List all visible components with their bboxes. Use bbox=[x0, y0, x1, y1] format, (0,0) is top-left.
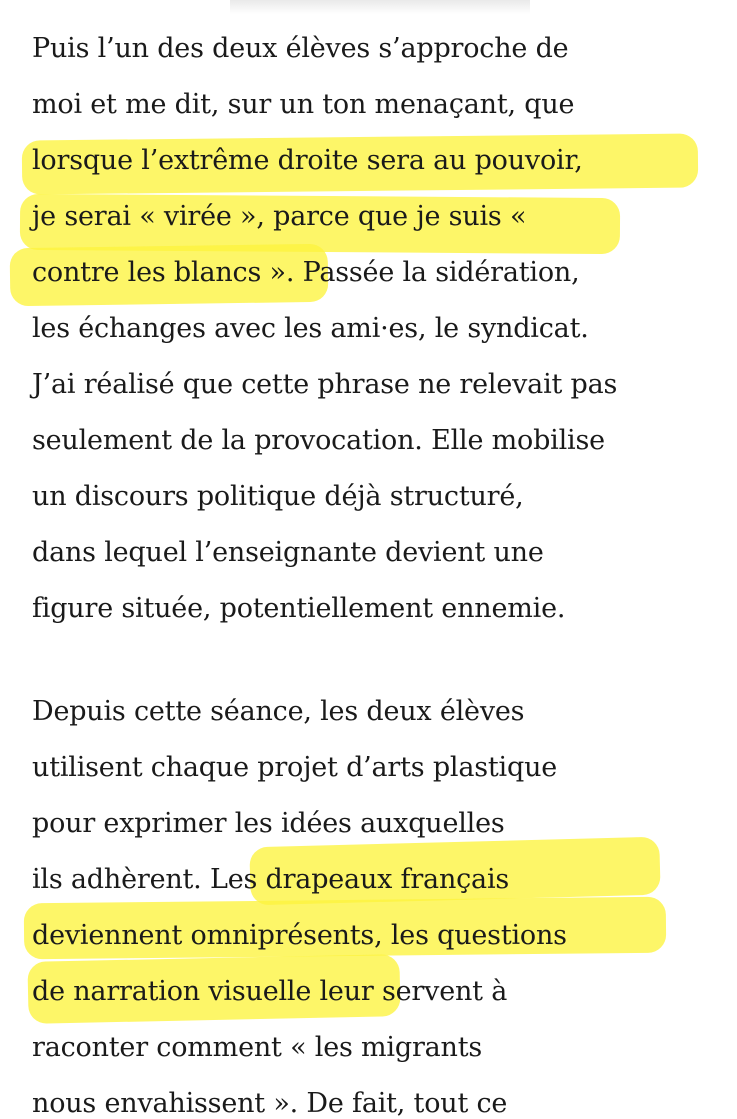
highlighted-text: contre les blancs » bbox=[32, 257, 286, 288]
text-segment: nous envahissent ». De fait, tout ce bbox=[32, 1088, 508, 1119]
text-line bbox=[32, 809, 505, 839]
text-segment: J’ai réalisé que cette phrase ne relevait pas bbox=[32, 369, 618, 400]
text-line bbox=[32, 697, 524, 727]
text-line bbox=[32, 753, 557, 783]
text-segment: Puis l’un des deux élèves s’approche de bbox=[32, 33, 569, 64]
text-line bbox=[32, 1033, 482, 1063]
text-segment: moi et me dit, sur un ton menaçant, que bbox=[32, 89, 575, 120]
text-line bbox=[32, 538, 544, 568]
highlighted-text: deviennent omniprésents, les questions bbox=[32, 920, 567, 951]
highlighted-text: es drapeaux français bbox=[227, 864, 510, 895]
text-line bbox=[32, 314, 589, 344]
text-line bbox=[32, 146, 583, 176]
text-segment: dans lequel l’enseignante devient une bbox=[32, 537, 544, 568]
text-line bbox=[32, 594, 565, 624]
text-line bbox=[32, 482, 524, 512]
text-line bbox=[32, 34, 568, 64]
text-line bbox=[32, 865, 509, 895]
text-segment: utilisent chaque projet d’arts plastique bbox=[32, 752, 558, 783]
text-segment: raconter comment « les migrants bbox=[32, 1032, 483, 1063]
text-line bbox=[32, 90, 574, 120]
text-segment: ils adhèrent. L bbox=[32, 864, 228, 895]
highlighted-text: de narration visuelle le bbox=[32, 976, 344, 1007]
text-segment: seulement de la provocation. Elle mobilise bbox=[32, 425, 605, 456]
text-segment: pour exprimer les idées auxquelles bbox=[32, 808, 505, 839]
text-line bbox=[32, 977, 507, 1007]
text-segment: les échanges avec les ami·es, le syndicat. bbox=[32, 313, 589, 344]
text-line bbox=[32, 370, 617, 400]
text-segment: ur servent à bbox=[343, 976, 508, 1007]
text-segment: un discours politique déjà structuré, bbox=[32, 481, 524, 512]
text-segment: Depuis cette séance, les deux élèves bbox=[32, 696, 525, 727]
top-edge-shadow bbox=[230, 0, 530, 14]
text-line bbox=[32, 426, 605, 456]
text-segment: figure située, potentiellement ennemie. bbox=[32, 593, 566, 624]
text-line bbox=[32, 921, 567, 951]
text-line bbox=[32, 1089, 507, 1119]
text-line bbox=[32, 202, 526, 232]
highlighted-text: lorsque l’extrême droite sera au pouvoir, bbox=[32, 145, 583, 176]
highlighted-text: je serai « virée », parce que je suis « bbox=[32, 201, 527, 232]
text-line bbox=[32, 258, 579, 288]
text-segment: . Passée la sidération, bbox=[285, 257, 580, 288]
